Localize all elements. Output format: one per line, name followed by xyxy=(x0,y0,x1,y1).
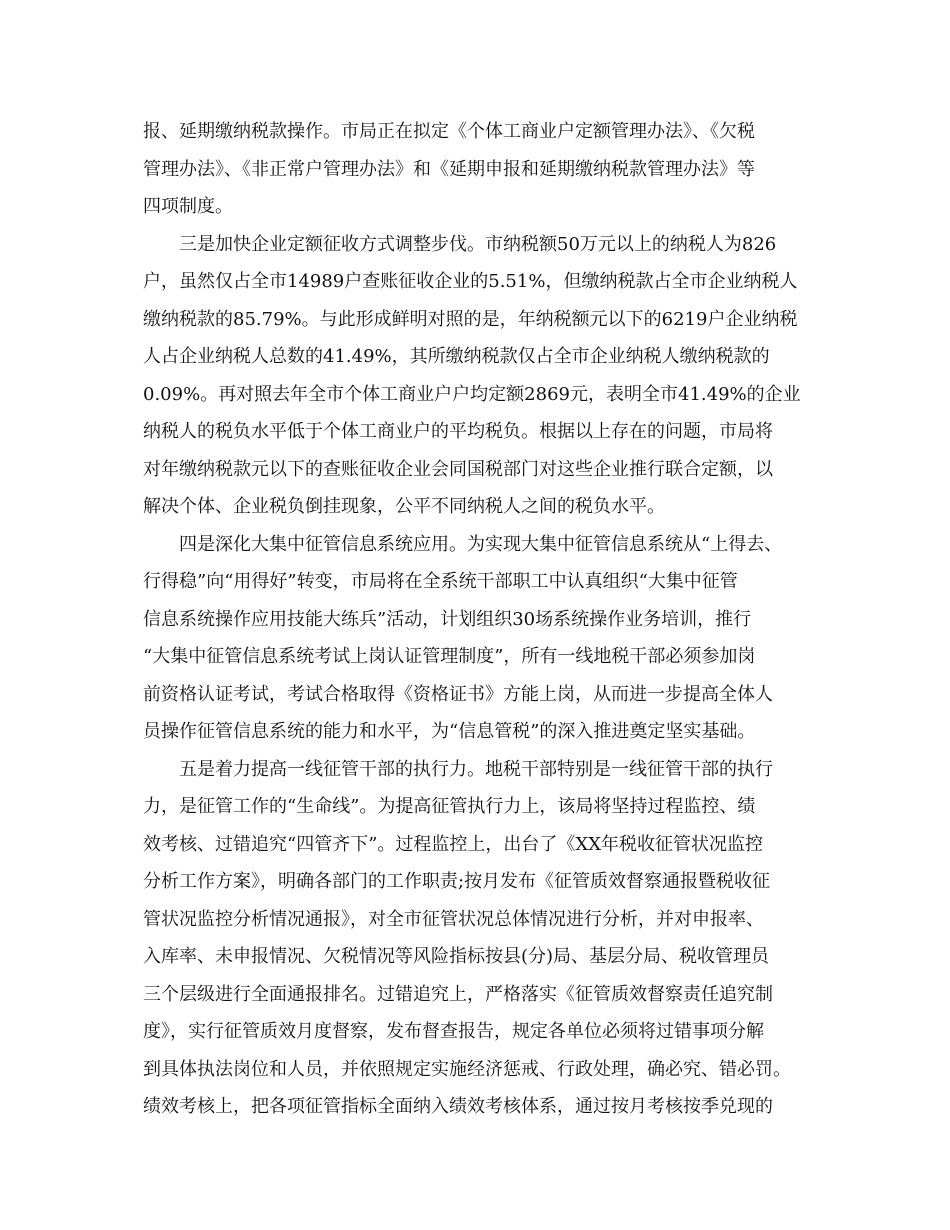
paragraph-first-line: 三是加快企业定额征收方式调整步伐。市纳税额50万元以上的纳税人为826 xyxy=(179,233,777,255)
text-line: 度》，实行征管质效月度督察，发布督查报告，规定各单位必须将过错事项分解 xyxy=(143,1021,764,1042)
text-line: 前资格认证考试，考试合格取得《资格证书》方能上岗，从而进一步提高全体人 xyxy=(143,683,773,705)
text-line: 解决个体、企业税负倒挂现象，公平不同纳税人之间的税负水平。 xyxy=(143,496,665,517)
text-line: 对年缴纳税款元以下的查账征收企业会同国税部门对这些企业推行联合定额，以 xyxy=(143,458,773,480)
text-line: 缴纳税款的85.79%。与此形成鲜明对照的是，年纳税额元以下的6219户企业纳税 xyxy=(143,308,798,330)
text-line: 信息系统操作应用技能大练兵”活动，计划组织30场系统操作业务培训，推行 xyxy=(143,608,752,630)
text-line: “大集中征管信息系统考试上岗认证管理制度”，所有一线地税干部必须参加岗 xyxy=(143,646,756,667)
text-line: 入库率、未申报情况、欠税情况等风险指标按县(分)局、基层分局、税收管理员 xyxy=(143,946,770,967)
paragraph-first-line: 四是深化大集中征管信息系统应用。为实现大集中征管信息系统从“上得去、 xyxy=(179,533,783,555)
text-line: 分析工作方案》，明确各部门的工作职责;按月发布《征管质效督察通报暨税收征 xyxy=(143,871,771,892)
text-line: 报、延期缴纳税款操作。市局正在拟定《个体工商业户定额管理办法》、《欠税 xyxy=(143,121,755,142)
paragraph-first-line: 五是着力提高一线征管干部的执行力。地税干部特别是一线征管干部的执行 xyxy=(179,758,773,780)
text-line: 纳税人的税负水平低于个体工商业户的平均税负。根据以上存在的问题，市局将 xyxy=(143,421,773,442)
text-line: 行得稳”向“用得好”转变，市局将在全系统干部职工中认真组织“大集中征管 xyxy=(143,571,738,592)
text-line: 三个层级进行全面通报排名。过错追究上，严格落实《征管质效督察责任追究制 xyxy=(143,983,773,1005)
text-line: 人占企业纳税人总数的41.49%，其所缴纳税款仅占全市企业纳税人缴纳税款的 xyxy=(143,346,770,367)
text-line: 绩效考核上，把各项征管指标全面纳入绩效考核体系，通过按月考核按季兑现的 xyxy=(143,1096,773,1117)
text-line: 效考核、过错追究“四管齐下”。过程监控上，出台了《XX年税收征管状况监控 xyxy=(143,833,764,855)
text-line: 0.09%。再对照去年全市个体工商业户户均定额2869元，表明全市41.49%的企业 xyxy=(143,383,801,405)
text-line: 管理办法》、《非正常户管理办法》和《延期申报和延期缴纳税款管理办法》等 xyxy=(143,158,755,180)
text-line: 到具体执法岗位和人员，并依照规定实施经济惩戒、行政处理，确必究、错必罚。 xyxy=(143,1058,791,1080)
text-line: 员操作征管信息系统的能力和水平，为“信息管税”的深入推进奠定坚实基础。 xyxy=(143,721,756,742)
text-line: 四项制度。 xyxy=(143,196,233,217)
text-line: 管状况监控分析情况通报》，对全市征管状况总体情况进行分析，并对申报率、 xyxy=(143,908,764,930)
text-line: 力，是征管工作的“生命线”。为提高征管执行力上，该局将坚持过程监控、绩 xyxy=(143,796,756,817)
text-line: 户，虽然仅占全市14989户查账征收企业的5.51%，但缴纳税款占全市企业纳税人 xyxy=(143,271,798,292)
document-body xyxy=(143,113,808,1126)
